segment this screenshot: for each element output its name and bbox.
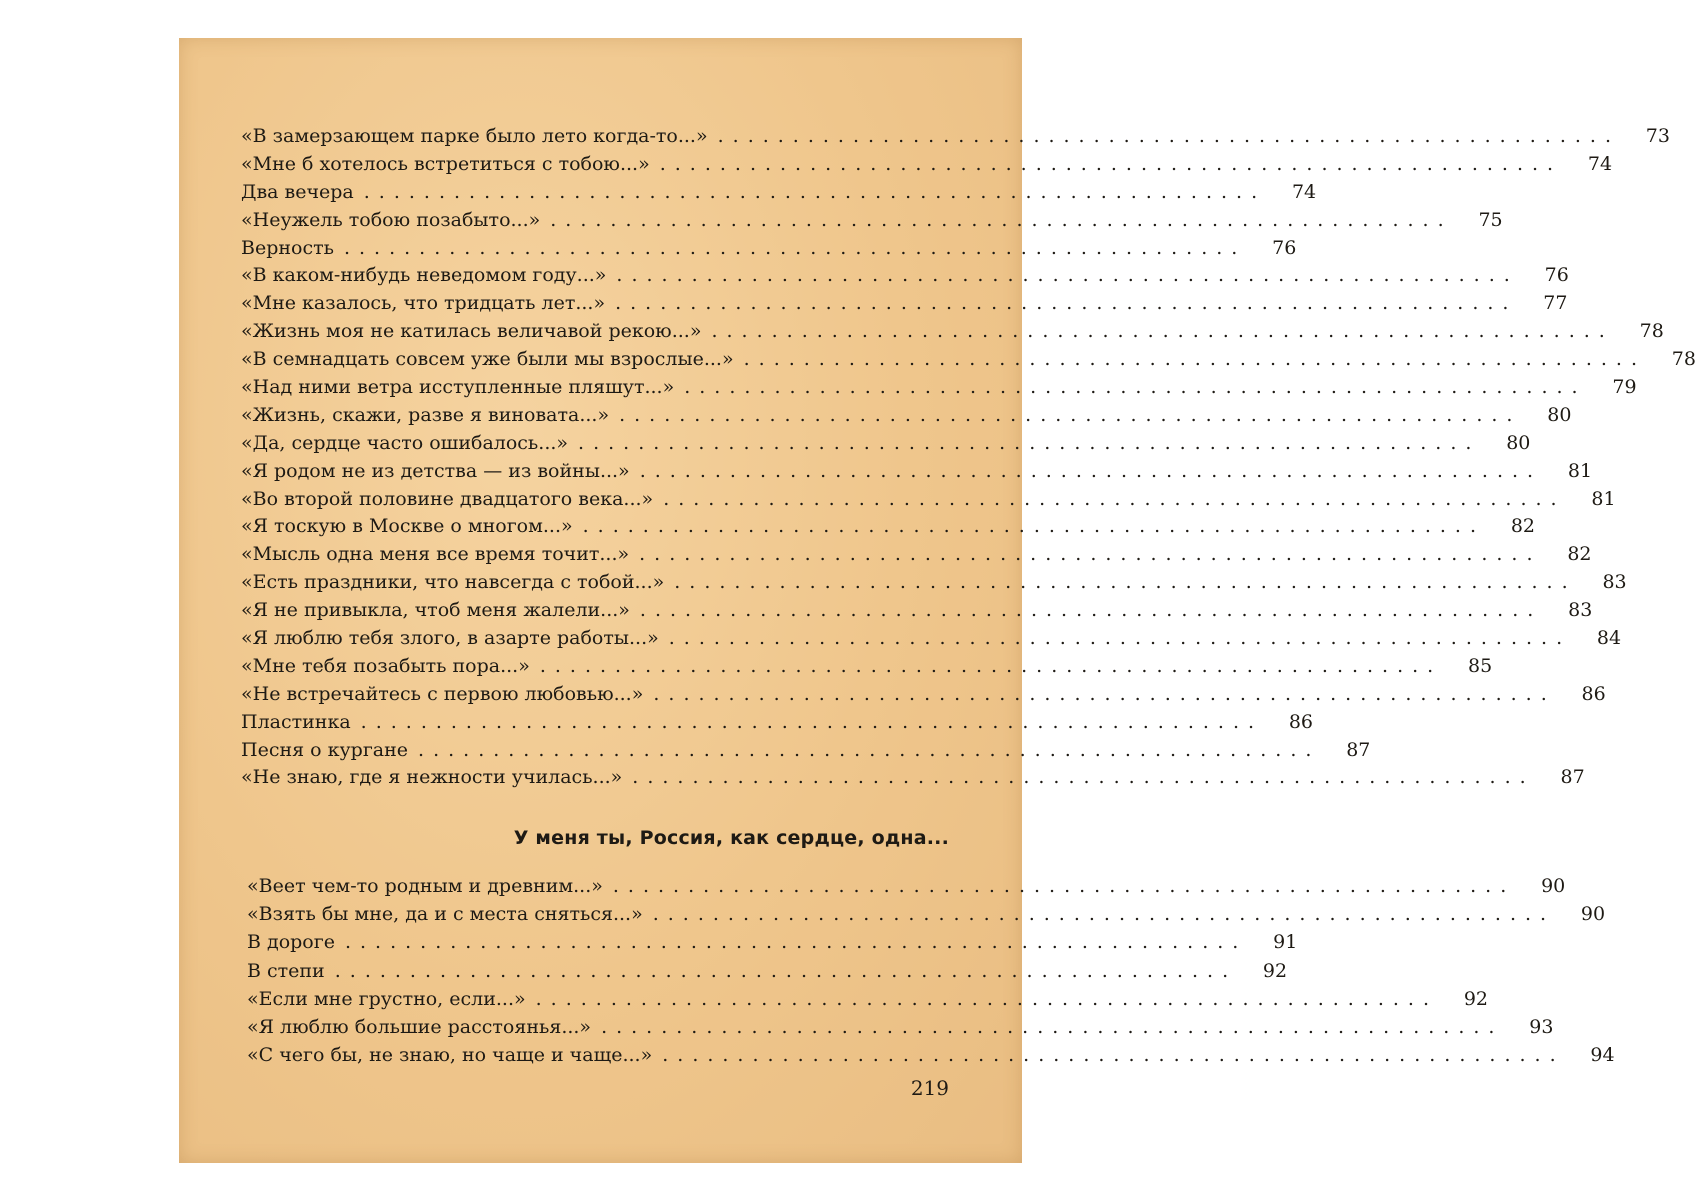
toc-entry-title: Верность [241, 236, 334, 259]
toc-entry [241, 458, 1593, 486]
toc-entry-title: «Я люблю тебя злого, в азарте работы...» [241, 627, 659, 650]
toc-entry-page: 76 [1544, 264, 1569, 287]
toc-entry-title: «Веет чем-то родным и древним...» [247, 875, 603, 897]
toc-entry-title: «С чего бы, не знаю, но чаще и чаще...» [247, 1044, 653, 1067]
toc-entry-page: 94 [1590, 1044, 1615, 1067]
dot-leader: ............................................................ [535, 987, 1439, 1010]
toc-entry-title: Песня о кургане [241, 738, 409, 761]
page-number: 219 [910, 1076, 949, 1100]
toc-entry-title: «Если мне грустно, если...» [247, 987, 526, 1010]
toc-entry [241, 430, 1531, 458]
toc-entry-page: 83 [1568, 599, 1593, 622]
table-of-contents-part-2 [247, 872, 1615, 1069]
toc-entry-page: 82 [1567, 543, 1592, 566]
dot-leader: ............................................................ [653, 682, 1556, 705]
toc-entry [241, 179, 1317, 207]
dot-leader: ............................................................ [662, 1044, 1565, 1067]
dot-leader: ............................................................ [615, 292, 1518, 315]
toc-entry [247, 957, 1288, 985]
toc-entry-page: 76 [1272, 236, 1297, 259]
dot-leader: ............................................................ [717, 125, 1620, 147]
dot-leader: ............................................................ [601, 1015, 1504, 1038]
dot-leader: ............................................................ [743, 348, 1646, 371]
dot-leader: ............................................................ [582, 515, 1486, 538]
toc-entry [247, 928, 1298, 956]
toc-entry [241, 709, 1314, 737]
toc-entry-title: «Да, сердце часто ошибалось...» [241, 431, 569, 454]
toc-entry-page: 78 [1671, 348, 1696, 371]
toc-entry-title: «В каком-нибудь неведомом году...» [241, 264, 607, 287]
toc-entry-page: 82 [1510, 515, 1536, 538]
toc-entry [241, 764, 1585, 792]
dot-leader: ............................................................ [344, 931, 1248, 954]
toc-entry-title: В дороге [247, 931, 335, 954]
toc-entry-title: Пластинка [241, 710, 351, 733]
toc-entry-title: «Я родом не из детства — из войны...» [241, 459, 630, 482]
toc-entry [241, 513, 1536, 541]
toc-entry-page: 92 [1262, 959, 1288, 982]
toc-entry [247, 1013, 1554, 1041]
dot-leader: ............................................................ [334, 959, 1238, 982]
toc-entry-title: «Я не привыкла, чтоб меня жалели...» [241, 599, 630, 622]
dot-leader: ............................................................ [639, 543, 1542, 566]
toc-entry-title: «В замерзающем парке было лето когда-то...» [241, 125, 708, 147]
toc-entry [247, 1041, 1615, 1069]
toc-entry-page: 86 [1288, 710, 1314, 733]
toc-entry-page: 92 [1463, 987, 1489, 1010]
toc-entry-title: «Жизнь моя не катилась величавой рекою...» [241, 320, 702, 343]
dot-leader: ............................................................ [550, 208, 1453, 231]
toc-entry-title: В степи [247, 959, 325, 982]
toc-entry-page: 87 [1560, 766, 1585, 789]
dot-leader: ............................................................ [652, 903, 1556, 926]
toc-entry [241, 346, 1696, 374]
dot-leader: ............................................................ [668, 627, 1572, 650]
dot-leader: ............................................................ [418, 738, 1321, 761]
toc-entry [241, 737, 1371, 765]
toc-entry [241, 151, 1613, 179]
toc-entry-page: 81 [1591, 487, 1616, 510]
toc-entry-page: 81 [1567, 459, 1593, 482]
toc-entry [241, 541, 1592, 569]
toc-entry-page: 84 [1596, 627, 1622, 650]
table-of-contents-part-1 [241, 123, 1696, 792]
dot-leader: ............................................................ [711, 320, 1614, 343]
toc-entry-page: 73 [1645, 125, 1670, 147]
toc-entry [241, 207, 1503, 235]
toc-entry-title: «Не знаю, где я нежности училась...» [241, 766, 623, 789]
toc-entry [241, 290, 1568, 318]
dot-leader: ............................................................ [363, 180, 1267, 203]
dot-leader: ............................................................ [659, 152, 1563, 175]
dot-leader: ............................................................ [632, 766, 1535, 789]
toc-entry-title: «Неужель тобою позабыто...» [241, 208, 541, 231]
toc-entry-page: 90 [1541, 875, 1566, 897]
toc-entry [247, 985, 1489, 1013]
book-page [179, 38, 1696, 1163]
toc-entry-page: 83 [1602, 571, 1627, 594]
toc-entry [241, 653, 1493, 681]
toc-entry-page: 91 [1273, 931, 1298, 954]
toc-entry-title: «Есть праздники, что навсегда с тобой...» [241, 571, 665, 594]
toc-entry-page: 80 [1547, 403, 1572, 426]
toc-entry [241, 262, 1569, 290]
dot-leader: ............................................................ [663, 487, 1566, 510]
toc-entry-title: «Над ними ветра исступленные пляшут...» [241, 376, 675, 399]
dot-leader: ............................................................ [578, 431, 1481, 454]
dot-leader: ............................................................ [612, 875, 1516, 897]
dot-leader: ............................................................ [684, 376, 1587, 399]
toc-entry-page: 86 [1581, 682, 1606, 705]
toc-entry-title: «Жизнь, скажи, разве я виновата...» [241, 403, 610, 426]
toc-entry-page: 74 [1291, 180, 1317, 203]
toc-entry [241, 318, 1664, 346]
toc-entry-page: 78 [1639, 320, 1664, 343]
toc-entry [241, 486, 1616, 514]
toc-entry [247, 900, 1606, 928]
toc-entry-page: 74 [1587, 152, 1613, 175]
toc-entry-page: 75 [1478, 208, 1503, 231]
toc-entry [241, 625, 1622, 653]
dot-leader: ............................................................ [539, 654, 1443, 677]
toc-entry [241, 235, 1297, 263]
toc-entry [241, 569, 1627, 597]
dot-leader: ............................................................ [639, 599, 1543, 622]
dot-leader: ............................................................ [639, 459, 1543, 482]
section-heading: У меня ты, Россия, как сердце, одна... [513, 827, 949, 849]
toc-entry [247, 872, 1566, 900]
toc-entry-title: «В семнадцать совсем уже были мы взрослые...» [241, 348, 734, 371]
toc-entry-title: «Во второй половине двадцатого века...» [241, 487, 654, 510]
toc-entry [241, 374, 1637, 402]
toc-entry-page: 77 [1543, 292, 1568, 315]
toc-entry [241, 681, 1606, 709]
toc-entry-page: 85 [1468, 654, 1493, 677]
toc-entry-title: «Мне казалось, что тридцать лет...» [241, 292, 606, 315]
toc-entry-title: «Не встречайтесь с первою любовью...» [241, 682, 644, 705]
toc-entry-page: 87 [1346, 738, 1371, 761]
toc-entry [241, 402, 1572, 430]
toc-entry-title: «Мне тебя позабыть пора...» [241, 654, 530, 677]
dot-leader: ............................................................ [616, 264, 1519, 287]
toc-entry-page: 80 [1506, 431, 1531, 454]
toc-entry-title: «Мысль одна меня все время точит...» [241, 543, 630, 566]
toc-entry-page: 90 [1580, 903, 1606, 926]
toc-entry-page: 93 [1529, 1015, 1554, 1038]
dot-leader: ............................................................ [360, 710, 1264, 733]
toc-entry-title: «Я люблю большие расстоянья...» [247, 1015, 592, 1038]
dot-leader: ............................................................ [619, 403, 1522, 426]
toc-entry-title: Два вечера [241, 180, 354, 203]
dot-leader: ............................................................ [674, 571, 1577, 594]
toc-entry-title: «Я тоскую в Москве о многом...» [241, 515, 573, 538]
toc-entry-title: «Взять бы мне, да и с места сняться...» [247, 903, 643, 926]
toc-entry [241, 597, 1593, 625]
dot-leader: ............................................................ [343, 236, 1247, 259]
toc-entry-page: 79 [1612, 376, 1637, 399]
toc-entry-title: «Мне б хотелось встретиться с тобою...» [241, 152, 650, 175]
toc-entry [241, 123, 1670, 151]
